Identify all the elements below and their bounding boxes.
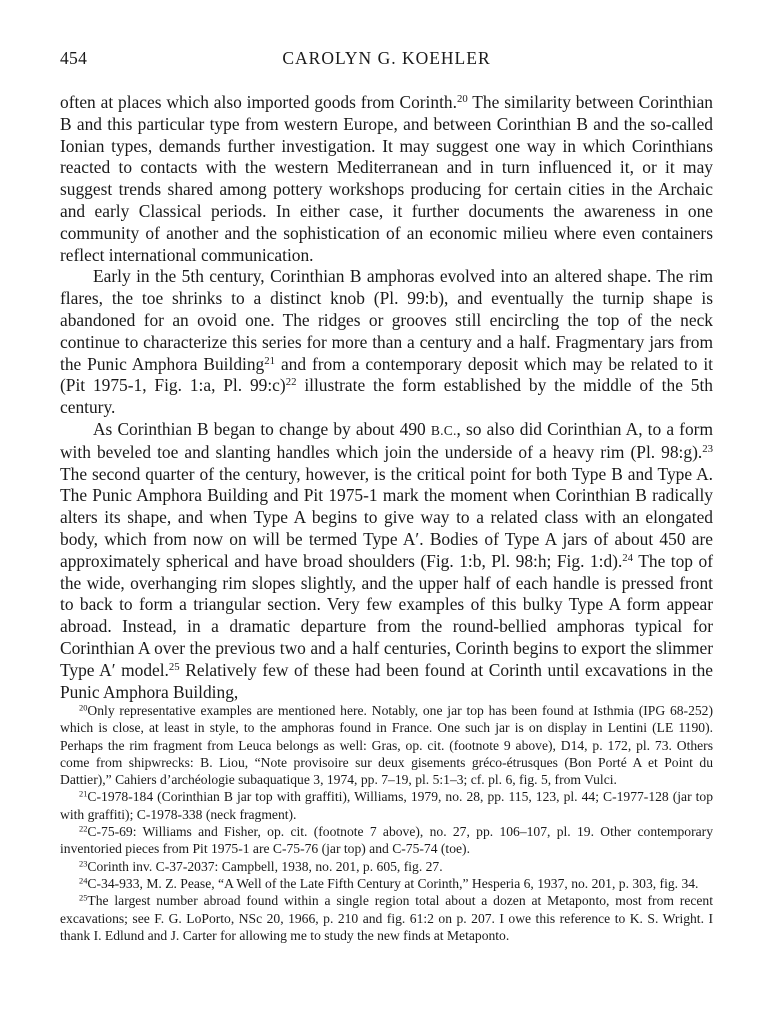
page-number: 454 bbox=[60, 48, 88, 68]
running-head-author: CAROLYN G. KOEHLER bbox=[282, 48, 491, 68]
footnote-24 bbox=[60, 875, 713, 892]
paragraph-text: and from a contemporary deposit which may be related to it (Pit 1975-1, Fig. 1:a, Pl. 99:c) bbox=[60, 353, 714, 396]
footnote-number: 22 bbox=[79, 823, 88, 834]
footnote-21 bbox=[60, 788, 713, 823]
footnote-number: 23 bbox=[79, 858, 88, 869]
footnotes bbox=[60, 702, 713, 944]
paragraph-text: The top of the wide, overhanging rim slopes slightly, and the upper half of each handle is pressed front to back to form a triangular section. Very few examples of this bulky Type A form appear abroad. Instead, in a dramatic departure from the round-bellied amphoras typical for Corinthian A over the previous two and a half centuries, Corinth begins to export the slimmer Type A′ model. bbox=[60, 550, 713, 680]
footnote-ref: 24 bbox=[622, 551, 634, 564]
footnote-22 bbox=[60, 823, 713, 858]
paragraph-3 bbox=[60, 419, 713, 703]
footnote-ref: 21 bbox=[264, 354, 276, 367]
paragraph-text: illustrate the form established by the middle of the 5th century. bbox=[60, 375, 713, 418]
footnote-23 bbox=[60, 858, 713, 875]
footnote-text: The largest number abroad found within a single region total about a dozen at Metaponto, most from recent excavations; see F. G. LoPorto, NSc 20, 1966, p. 210 and fig. 61:2 on p. 207. I owe this reference to K. S. Wright. I thank I. Edlund and J. Carter for allowing me to study the new finds at Metaponto. bbox=[60, 893, 713, 943]
footnote-ref: 20 bbox=[456, 93, 468, 106]
running-head bbox=[60, 46, 713, 74]
paragraph-text: Early in the 5th century, Corinthian B amphoras evolved into an altered shape. The rim flares, the toe shrinks to a distinct knob (Pl. 99:b), and eventually the turnip shape is abandoned for an ovoid one. The ridges or grooves still encircling the top of the neck continue to characterize this series for more than a century and a half. Fragmentary jars from the Punic Amphora Building bbox=[60, 266, 713, 374]
era-abbreviation: B.C. bbox=[430, 422, 457, 438]
footnote-text: Corinth inv. C-37-2037: Campbell, 1938, no. 201, p. 605, fig. 27. bbox=[87, 858, 443, 874]
footnote-number: 25 bbox=[79, 892, 88, 903]
footnote-20 bbox=[60, 702, 713, 788]
footnote-number: 20 bbox=[79, 702, 88, 713]
footnote-text: Only representative examples are mentioned here. Notably, one jar top has been found at Isthmia (IPG 68-252) which is close, at least in style, to the amphoras found in France. One such jar is on display in Lentini (LE 1190). Perhaps the rim fragment from Leuca belongs as well: Gras, op. cit. (footnote 9 above), D14, p. 172, pl. 73. Others come from shipwrecks: B. Liou, “Note provisoire sur deux gisements gréco-étrusques (Bon Porté A et Point du Dattier),” Cahiers d’archéologie subaquatique 3, 1974, pp. 7–19, pl. 5:1–3; cf. pl. 6, fig. 5, from Vulci. bbox=[60, 703, 713, 788]
paragraph-text: Relatively few of these had been found at Corinth until excavations in the Punic Amphora Building, bbox=[60, 659, 714, 702]
footnote-ref: 25 bbox=[168, 660, 180, 673]
paragraph-text: The second quarter of the century, however, is the critical point for both Type B and Type A. The Punic Amphora Building and Pit 1975-1 mark the moment when Corinthian B radically alters its shape, and when Type A begins to give way to a related class with an elongated body, which from now on will be termed Type A′. Bodies of Type A jars of about 450 are approximately spherical and have broad shoulders (Fig. 1:b, Pl. 98:h; Fig. 1:d). bbox=[60, 463, 713, 571]
body-text bbox=[60, 92, 713, 703]
footnote-number: 21 bbox=[79, 788, 88, 799]
footnote-25 bbox=[60, 892, 713, 944]
paragraph-text: often at places which also imported goods from Corinth. bbox=[60, 92, 457, 112]
footnote-number: 24 bbox=[79, 875, 88, 886]
footnote-text: C-1978-184 (Corinthian B jar top with graffiti), Williams, 1979, no. 28, pp. 115, 123, pl. 44; C-1977-128 (jar top with graffiti); C-1978-338 (neck fragment). bbox=[60, 789, 713, 822]
footnote-text: C-34-933, M. Z. Pease, “A Well of the Late Fifth Century at Corinth,” Hesperia 6, 1937, no. 201, p. 303, fig. 34. bbox=[87, 875, 699, 891]
footnote-ref: 22 bbox=[285, 376, 297, 389]
footnote-ref: 23 bbox=[702, 442, 713, 455]
paragraph-text: As Corinthian B began to change by about 490 bbox=[93, 418, 431, 439]
paragraph-text: The similarity between Corinthian B and this particular type from western Europe, and between Corinthian B and the so-called Ionian types, demands further investigation. It may suggest one way in which Corinthians reacted to contacts with the western Mediterranean and in turn influenced it, or it may suggest trends shared among pottery workshops producing for certain cities in the Archaic and early Classical periods. In either case, it further documents the awareness in one community of another and the sophistication of an economic milieu where even containers reflect international communication. bbox=[60, 92, 713, 265]
paragraph-1 bbox=[60, 92, 713, 266]
page-content bbox=[60, 46, 713, 703]
paragraph-2 bbox=[60, 266, 713, 419]
paragraph-text: , so also did Corinthian A, to a form with beveled toe and slanting handles which join the underside of a heavy rim (Pl. 98:g). bbox=[60, 418, 713, 462]
footnote-text: C-75-69: Williams and Fisher, op. cit. (footnote 7 above), no. 27, pp. 106–107, pl. 19. Other contemporary inventoried pieces from Pit 1975-1 are C-75-76 (jar top) and C-75-74 (toe). bbox=[60, 824, 713, 857]
